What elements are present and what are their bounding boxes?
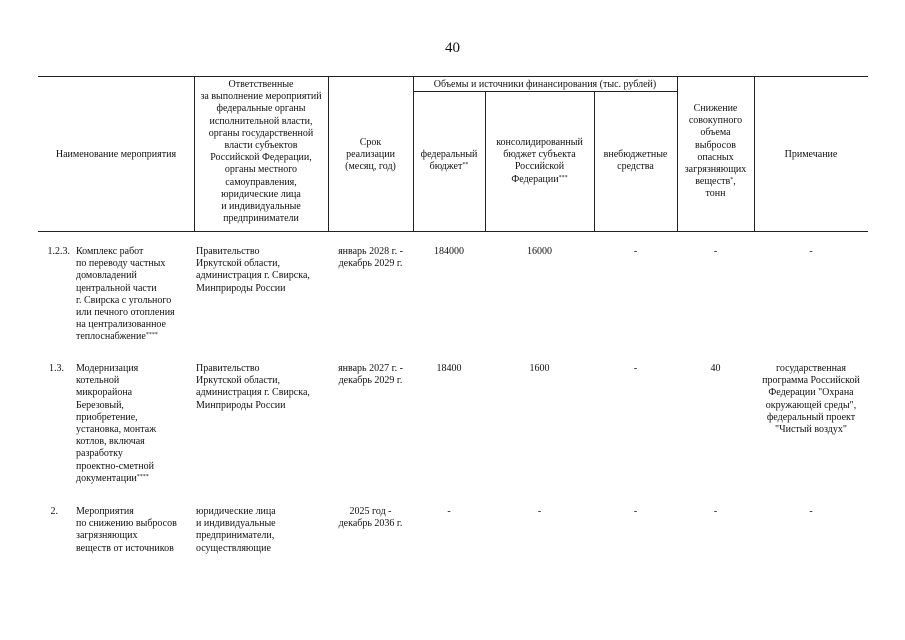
row-term: январь 2028 г. - декабрь 2029 г. <box>338 246 403 270</box>
header-consolidated: консолидированный бюджет субъекта Российской Федерации*** <box>496 137 583 185</box>
row-reduction: 40 <box>710 363 721 374</box>
row-responsible: юридические лица и индивидуальные предприниматели, осуществляющие <box>196 506 276 554</box>
row-extra: - <box>633 363 638 374</box>
row-extra: - <box>633 506 638 517</box>
row-federal: 184000 <box>434 246 464 257</box>
row-federal: 18400 <box>436 363 462 374</box>
header-note: Примечание <box>784 149 838 160</box>
row-extra: - <box>633 246 638 257</box>
row-name: Модернизация котельной микрорайона Березовый, приобретение, установка, монтаж котлов, включая разработку проектно-сметной документации**** <box>76 363 157 484</box>
row-reduction: - <box>713 506 718 517</box>
header-term: Срок реализации (месяц, год) <box>345 137 396 173</box>
table-top-border <box>38 76 868 77</box>
row-responsible: Правительство Иркутской области, администрация г. Свирска, Минприроды России <box>196 363 310 411</box>
header-responsible: Ответственные за выполнение мероприятий федеральные органы исполнительной власти, органы государственной власти субъектов Российской Федерации, органы местного самоуправления, юридические лица и индивидуальные предприниматели <box>200 79 322 225</box>
header-federal: федеральный бюджет** <box>420 149 478 173</box>
page-number: 40 <box>445 40 460 56</box>
row-reduction: - <box>713 246 718 257</box>
row-term: 2025 год - декабрь 2036 г. <box>338 506 403 530</box>
row-note: государственная программа Российской Федерации "Охрана окружающей среды", федеральный проект "Чистый воздух" <box>762 363 860 436</box>
row-consolidated: 1600 <box>529 363 550 374</box>
row-name: Мероприятия по снижению выбросов загрязняющих веществ от источников <box>76 506 177 554</box>
row-note: - <box>809 246 813 257</box>
header-reduction: Снижение совокупного объема выбросов опасных загрязняющих веществ*, тонн <box>684 103 747 200</box>
row-consolidated: 16000 <box>527 246 552 257</box>
row-number: 2. <box>50 506 58 517</box>
row-number: 1.2.3. <box>47 246 70 257</box>
row-name: Комплекс работ по переводу частных домовладений центральной части г. Свирска с угольного или печного отопления на централизованное теплоснабжение**** <box>76 246 175 343</box>
row-federal: - <box>447 506 451 517</box>
header-extra: внебюджетные средства <box>603 149 668 173</box>
row-note: - <box>809 506 813 517</box>
header-name: Наименование мероприятия <box>55 149 177 160</box>
row-consolidated: - <box>537 506 542 517</box>
row-term: январь 2027 г. - декабрь 2029 г. <box>338 363 403 387</box>
row-responsible: Правительство Иркутской области, администрация г. Свирска, Минприроды России <box>196 246 310 294</box>
header-financing: Объемы и источники финансирования (тыс. рублей) <box>433 79 657 90</box>
row-number: 1.3. <box>49 363 64 374</box>
table-header-bottom-border <box>38 231 868 232</box>
